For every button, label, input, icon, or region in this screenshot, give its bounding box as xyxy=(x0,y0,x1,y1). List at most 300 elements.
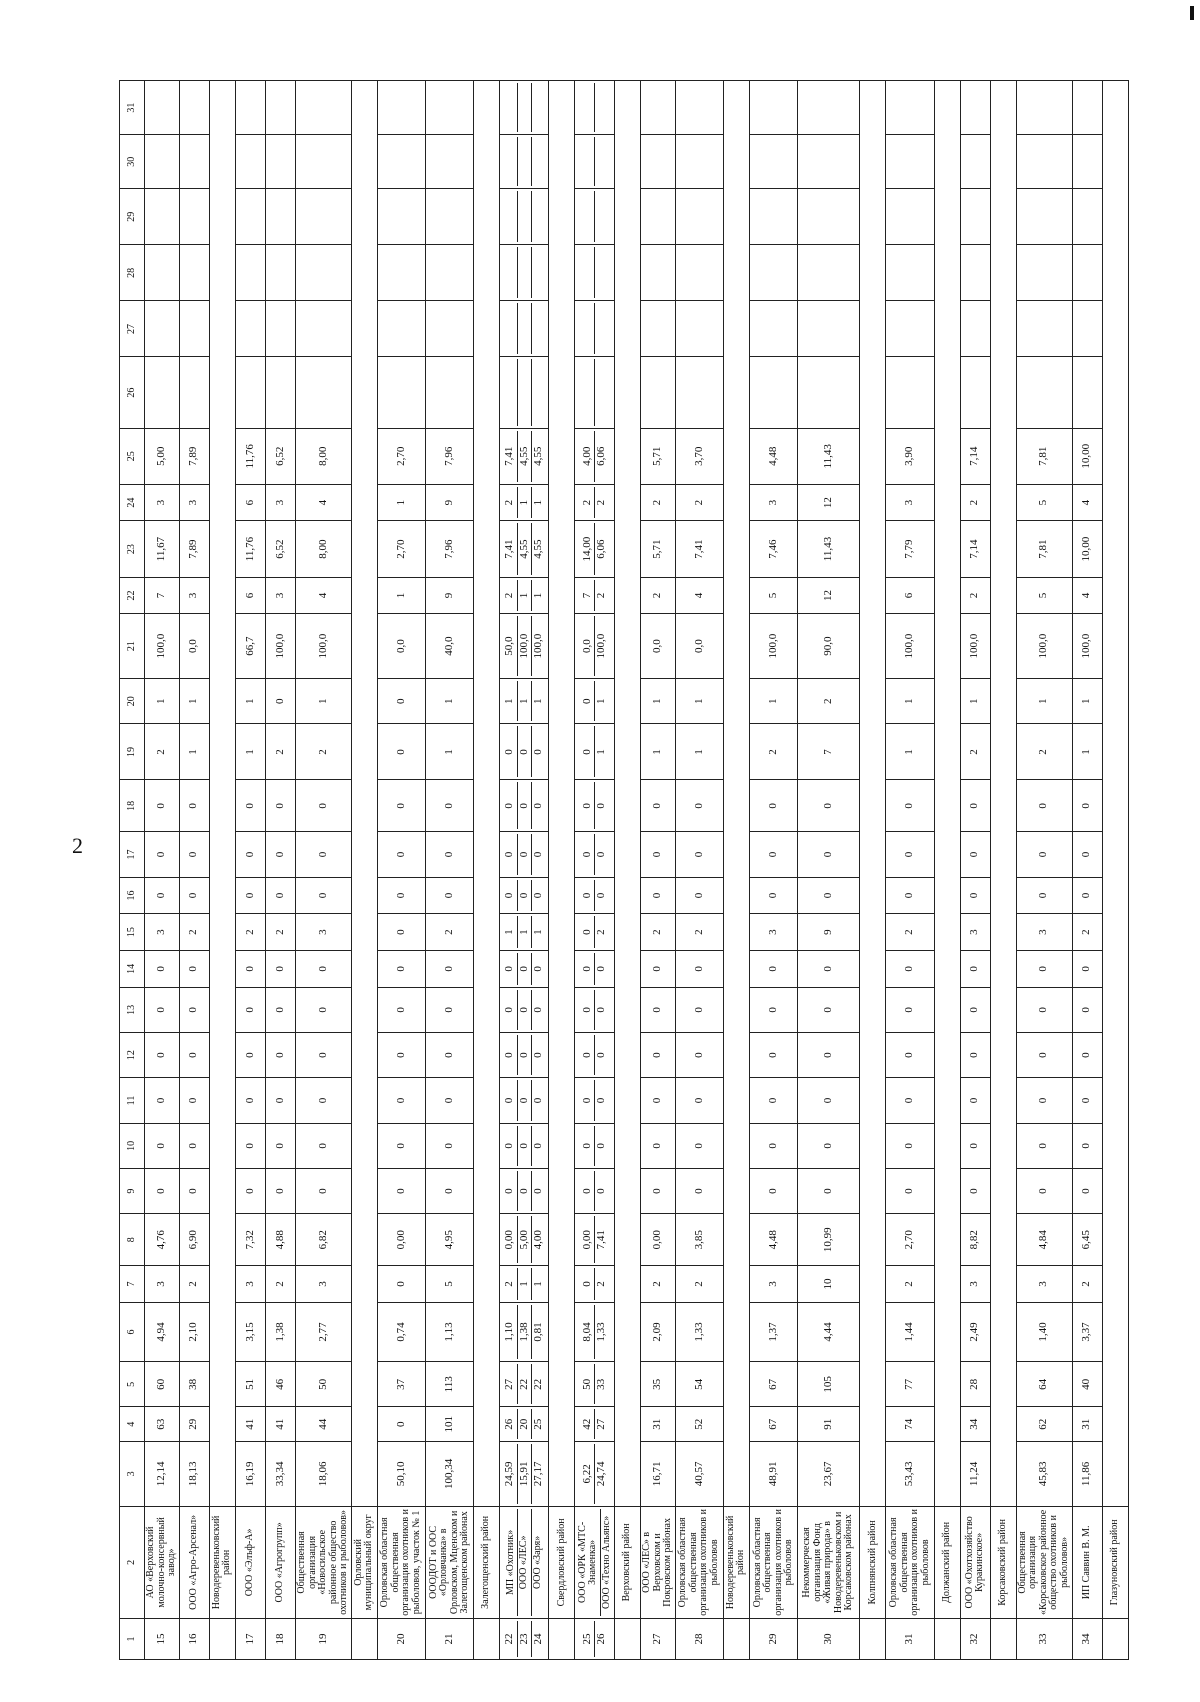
stacked-value: 0 xyxy=(532,1007,545,1013)
value-cell: 2 xyxy=(749,724,797,780)
value-cell xyxy=(425,301,473,357)
value-cell: 10,00 xyxy=(1072,428,1102,484)
value-cell xyxy=(296,301,352,357)
value-cell: 3 xyxy=(1016,914,1072,951)
value-cell: 46 xyxy=(265,1362,295,1407)
organization-name-cell: Общественная организация «Новосильское районное общество охотников и рыболовов» xyxy=(296,1506,352,1618)
column-number-cell: 7 xyxy=(120,1266,145,1303)
value-cell: 0 xyxy=(749,832,797,877)
stacked-value xyxy=(581,247,596,298)
district-name-cell: Должанский район xyxy=(934,1506,960,1618)
value-cell: 0 xyxy=(675,780,723,832)
value-cell: 40 xyxy=(1072,1362,1102,1407)
value-cell: 0 xyxy=(296,832,352,877)
value-cell: 1 xyxy=(425,724,473,780)
value-cell: 0 xyxy=(296,1168,352,1213)
value-cell xyxy=(235,135,265,189)
row-number-cell: 20 xyxy=(377,1619,425,1660)
stacked-value: 0 xyxy=(581,953,596,985)
value-cell: 0 xyxy=(265,832,295,877)
value-cell: 18,13 xyxy=(179,1442,209,1507)
row-number-cell xyxy=(860,1619,886,1660)
organization-name-cell: ООО «Элъф-А» xyxy=(235,1506,265,1618)
table-row xyxy=(1072,81,1102,1660)
value-cell xyxy=(575,1033,615,1078)
value-cell xyxy=(500,614,549,679)
stacked-value: 7,41 xyxy=(503,524,518,575)
value-cell xyxy=(500,724,549,780)
value-cell: 0 xyxy=(235,1078,265,1123)
value-cell: 40,0 xyxy=(425,614,473,679)
value-cell xyxy=(179,357,209,428)
value-cell xyxy=(1072,245,1102,301)
value-cell: 1 xyxy=(675,724,723,780)
value-cell xyxy=(575,521,615,577)
value-cell: 0 xyxy=(296,987,352,1032)
row-number-cell: 29 xyxy=(749,1619,797,1660)
stacked-value: 1 xyxy=(532,592,545,599)
value-cell: 0 xyxy=(1016,1168,1072,1213)
stacked-value: 6,06 xyxy=(595,446,608,466)
value-cell xyxy=(500,357,549,428)
value-cell xyxy=(425,357,473,428)
stacked-value: 1,38 xyxy=(518,1305,533,1359)
value-cell: 0 xyxy=(641,780,676,832)
stacked-value: 1,33 xyxy=(595,1322,608,1342)
value-cell: 16,71 xyxy=(641,1442,676,1507)
stacked-value xyxy=(581,191,596,242)
value-cell: 9 xyxy=(425,577,473,614)
district-name-cell: Орловский муниципальный округ xyxy=(351,1506,377,1618)
value-cell: 0 xyxy=(265,877,295,914)
district-empty-cell xyxy=(723,81,749,1507)
row-number-cell: 34 xyxy=(1072,1619,1102,1660)
value-cell xyxy=(500,877,549,914)
value-cell: 11,76 xyxy=(235,428,265,484)
stacked-value xyxy=(595,83,609,132)
stacked-value: 14,00 xyxy=(581,524,596,575)
stacked-value: 0 xyxy=(581,726,596,777)
value-cell: 6,45 xyxy=(1072,1214,1102,1266)
stacked-value: 0 xyxy=(532,1143,545,1149)
row-number-cell: 18 xyxy=(265,1619,295,1660)
value-cell: 2,10 xyxy=(179,1302,209,1361)
table-row xyxy=(179,81,209,1660)
stacked-value: 27 xyxy=(503,1364,518,1404)
value-cell: 1 xyxy=(179,679,209,724)
organization-name-cell: АО «Верховский молочно-консервный завод» xyxy=(145,1506,180,1618)
value-cell xyxy=(179,81,209,135)
value-cell: 67 xyxy=(749,1407,797,1442)
value-cell: 2 xyxy=(960,484,990,521)
value-cell: 0,00 xyxy=(641,1214,676,1266)
stacked-value: 24 xyxy=(532,1633,545,1645)
value-cell xyxy=(575,832,615,877)
value-cell xyxy=(1016,189,1072,245)
value-cell: 0 xyxy=(960,877,990,914)
value-cell: 41 xyxy=(235,1407,265,1442)
value-cell: 1 xyxy=(1016,679,1072,724)
stacked-value: 8,04 xyxy=(581,1305,596,1359)
value-cell: 3 xyxy=(265,484,295,521)
value-cell: 0 xyxy=(296,780,352,832)
value-cell: 100,0 xyxy=(749,614,797,679)
value-cell xyxy=(179,189,209,245)
stacked-value: 0 xyxy=(503,880,518,912)
value-cell: 0 xyxy=(749,1168,797,1213)
value-cell: 0 xyxy=(425,877,473,914)
value-cell: 10,99 xyxy=(798,1214,860,1266)
stacked-value: 7,41 xyxy=(503,431,518,482)
value-cell: 2 xyxy=(675,1266,723,1303)
value-cell: 0,0 xyxy=(675,614,723,679)
value-cell xyxy=(575,245,615,301)
stacked-value: 0 xyxy=(581,1268,596,1300)
value-cell: 1 xyxy=(296,679,352,724)
value-cell: 60 xyxy=(145,1362,180,1407)
row-number-cell xyxy=(549,1619,575,1660)
rotated-table-frame xyxy=(119,80,1129,1660)
value-cell: 0 xyxy=(235,780,265,832)
value-cell xyxy=(296,135,352,189)
column-number-cell: 3 xyxy=(120,1442,145,1507)
value-cell: 1,44 xyxy=(886,1302,934,1361)
value-cell xyxy=(575,679,615,724)
value-cell: 52 xyxy=(675,1407,723,1442)
stacked-value: 0 xyxy=(532,892,545,899)
value-cell: 3,70 xyxy=(675,428,723,484)
organization-name-cell: ООО «Агро-Арсенал» xyxy=(179,1506,209,1618)
value-cell xyxy=(641,357,676,428)
value-cell: 1,13 xyxy=(425,1302,473,1361)
value-cell: 33,34 xyxy=(265,1442,295,1507)
value-cell: 9 xyxy=(798,914,860,951)
stacked-value xyxy=(581,137,596,186)
grouped-table-row xyxy=(575,81,615,1660)
value-cell: 0 xyxy=(377,1168,425,1213)
stacked-value: 0 xyxy=(503,990,518,1030)
value-cell: 2 xyxy=(265,724,295,780)
page-number: 2 xyxy=(72,833,83,858)
value-cell: 2 xyxy=(960,577,990,614)
value-cell: 1 xyxy=(145,679,180,724)
district-row xyxy=(549,81,575,1660)
value-cell: 29 xyxy=(179,1407,209,1442)
value-cell xyxy=(500,1362,549,1407)
stacked-value: 1,10 xyxy=(503,1305,518,1359)
column-number-cell: 21 xyxy=(120,614,145,679)
value-cell xyxy=(145,301,180,357)
value-cell xyxy=(500,1168,549,1213)
value-cell xyxy=(1072,81,1102,135)
stacked-value: 50,0 xyxy=(503,616,518,676)
value-cell: 0 xyxy=(265,679,295,724)
value-cell xyxy=(960,245,990,301)
value-cell: 0 xyxy=(265,1033,295,1078)
value-cell xyxy=(960,135,990,189)
value-cell: 4,48 xyxy=(749,1214,797,1266)
value-cell: 3 xyxy=(749,914,797,951)
value-cell: 3 xyxy=(145,914,180,951)
value-cell: 0 xyxy=(377,987,425,1032)
value-cell xyxy=(145,135,180,189)
value-cell: 38 xyxy=(179,1362,209,1407)
row-number-cell: 16 xyxy=(179,1619,209,1660)
stacked-value: 0 xyxy=(595,1007,608,1013)
stacked-value: 1 xyxy=(532,698,545,704)
value-cell: 1 xyxy=(675,679,723,724)
row-number-cell xyxy=(615,1619,641,1660)
value-cell xyxy=(235,301,265,357)
stacked-value xyxy=(532,247,546,298)
stacked-value: 33 xyxy=(595,1378,608,1390)
value-cell xyxy=(265,245,295,301)
stacked-value: 6,22 xyxy=(581,1444,596,1504)
value-cell: 2 xyxy=(425,914,473,951)
column-number-cell: 9 xyxy=(120,1168,145,1213)
stacked-value: 0 xyxy=(532,803,545,809)
value-cell xyxy=(798,81,860,135)
value-cell: 0 xyxy=(675,950,723,987)
table-row xyxy=(641,81,676,1660)
value-cell xyxy=(235,245,265,301)
value-cell: 2 xyxy=(296,724,352,780)
value-cell: 0 xyxy=(377,724,425,780)
value-cell: 6,52 xyxy=(265,428,295,484)
value-cell: 0 xyxy=(1072,780,1102,832)
organization-name-cell: ОООДОТ и ООС «Орловчанка» в Орловском, Мценском и Залегощенском районах xyxy=(425,1506,473,1618)
corner-mark xyxy=(1190,6,1194,20)
stacked-value: 0 xyxy=(581,1126,596,1166)
stacked-value: 20 xyxy=(518,1409,533,1439)
district-empty-cell xyxy=(990,81,1016,1507)
value-cell: 2,49 xyxy=(960,1302,990,1361)
value-cell xyxy=(575,1214,615,1266)
value-cell xyxy=(641,301,676,357)
value-cell: 44 xyxy=(296,1407,352,1442)
stacked-value: 2 xyxy=(595,499,608,506)
value-cell xyxy=(749,189,797,245)
column-number-cell: 15 xyxy=(120,914,145,951)
value-cell xyxy=(179,135,209,189)
stacked-value: 1 xyxy=(518,681,533,721)
value-cell: 7,81 xyxy=(1016,428,1072,484)
value-cell: 0 xyxy=(960,987,990,1032)
value-cell xyxy=(798,135,860,189)
stacked-value: 0,00 xyxy=(503,1216,518,1263)
value-cell: 0,74 xyxy=(377,1302,425,1361)
value-cell: 0 xyxy=(296,1078,352,1123)
value-cell: 1 xyxy=(960,679,990,724)
value-cell: 3 xyxy=(145,484,180,521)
stacked-value: 4,00 xyxy=(581,431,596,482)
district-row xyxy=(860,81,886,1660)
district-row xyxy=(1102,81,1128,1660)
district-name-cell: Верховский район xyxy=(615,1506,641,1618)
value-cell: 6,52 xyxy=(265,521,295,577)
value-cell: 63 xyxy=(145,1407,180,1442)
value-cell: 5 xyxy=(1016,577,1072,614)
stacked-value: ООО «ЛЕС» xyxy=(518,1509,532,1616)
value-cell: 0 xyxy=(145,1078,180,1123)
stacked-value: 2 xyxy=(595,592,608,599)
district-name-cell: Колпнянский район xyxy=(860,1506,886,1618)
value-cell: 2 xyxy=(1072,1266,1102,1303)
stacked-value: 27,17 xyxy=(532,1461,545,1487)
value-cell xyxy=(500,81,549,135)
value-cell xyxy=(641,135,676,189)
value-cell: 28 xyxy=(960,1362,990,1407)
value-cell xyxy=(500,1442,549,1507)
value-cell: 100,0 xyxy=(1016,614,1072,679)
column-number-cell: 31 xyxy=(120,81,145,135)
stacked-value xyxy=(518,137,533,186)
value-cell xyxy=(500,950,549,987)
stacked-value: 15,91 xyxy=(518,1444,533,1504)
column-number-cell: 19 xyxy=(120,724,145,780)
table-row xyxy=(960,81,990,1660)
organization-name-cell xyxy=(575,1506,615,1618)
value-cell: 0 xyxy=(886,1078,934,1123)
value-cell: 7,46 xyxy=(749,521,797,577)
value-cell xyxy=(749,135,797,189)
stacked-value: 6,06 xyxy=(595,539,608,559)
row-number-cell xyxy=(351,1619,377,1660)
column-number-cell: 6 xyxy=(120,1302,145,1361)
column-number-cell: 14 xyxy=(120,950,145,987)
value-cell: 4,76 xyxy=(145,1214,180,1266)
value-cell xyxy=(575,484,615,521)
value-cell: 7 xyxy=(798,724,860,780)
value-cell: 0 xyxy=(179,950,209,987)
hunting-grounds-table xyxy=(119,80,1129,1660)
value-cell: 0 xyxy=(886,987,934,1032)
value-cell xyxy=(675,301,723,357)
row-number-cell xyxy=(500,1619,549,1660)
value-cell: 2 xyxy=(675,484,723,521)
row-number-cell xyxy=(575,1619,615,1660)
value-cell: 0 xyxy=(425,950,473,987)
value-cell: 0 xyxy=(425,987,473,1032)
value-cell xyxy=(575,1362,615,1407)
stacked-value: 25 xyxy=(532,1418,545,1430)
value-cell: 0 xyxy=(377,1123,425,1168)
value-cell xyxy=(235,189,265,245)
value-cell xyxy=(500,189,549,245)
value-cell: 6 xyxy=(886,577,934,614)
value-cell: 67 xyxy=(749,1362,797,1407)
value-cell: 0 xyxy=(641,1168,676,1213)
value-cell: 1,33 xyxy=(675,1302,723,1361)
value-cell: 0 xyxy=(377,1033,425,1078)
value-cell: 0 xyxy=(675,1033,723,1078)
value-cell: 1 xyxy=(179,724,209,780)
stacked-value: 0,00 xyxy=(581,1216,596,1263)
value-cell: 90,0 xyxy=(798,614,860,679)
stacked-value: 0 xyxy=(581,880,596,912)
value-cell: 0 xyxy=(145,950,180,987)
stacked-value: 100,0 xyxy=(595,633,608,659)
stacked-value: ООО «Заря» xyxy=(531,1535,543,1589)
value-cell: 2,09 xyxy=(641,1302,676,1361)
value-cell: 2,70 xyxy=(377,428,425,484)
value-cell xyxy=(265,135,295,189)
district-row xyxy=(209,81,235,1660)
value-cell: 101 xyxy=(425,1407,473,1442)
value-cell: 0 xyxy=(886,950,934,987)
value-cell: 0 xyxy=(886,780,934,832)
value-cell: 4,94 xyxy=(145,1302,180,1361)
stacked-value xyxy=(503,303,518,354)
value-cell: 105 xyxy=(798,1362,860,1407)
value-cell: 0,0 xyxy=(377,614,425,679)
stacked-value: 0 xyxy=(503,834,518,874)
stacked-value: 23 xyxy=(518,1621,533,1657)
value-cell xyxy=(179,245,209,301)
value-cell: 2 xyxy=(960,724,990,780)
value-cell: 0 xyxy=(960,1033,990,1078)
value-cell xyxy=(145,245,180,301)
value-cell: 2 xyxy=(265,914,295,951)
organization-name-cell: Орловская областная общественная организация охотников и рыболовов xyxy=(675,1506,723,1618)
value-cell: 0 xyxy=(1072,832,1102,877)
column-number-cell: 24 xyxy=(120,484,145,521)
stacked-value: 25 xyxy=(581,1621,596,1657)
stacked-value xyxy=(503,137,518,186)
stacked-value xyxy=(581,359,596,425)
value-cell: 7,89 xyxy=(179,521,209,577)
column-number-cell: 4 xyxy=(120,1407,145,1442)
row-number-cell: 31 xyxy=(886,1619,934,1660)
value-cell: 6 xyxy=(235,577,265,614)
value-cell: 0 xyxy=(1016,780,1072,832)
value-cell: 3 xyxy=(960,1266,990,1303)
value-cell xyxy=(749,301,797,357)
value-cell xyxy=(575,189,615,245)
value-cell: 0 xyxy=(145,1123,180,1168)
stacked-value: 0 xyxy=(503,726,518,777)
row-number-cell: 19 xyxy=(296,1619,352,1660)
stacked-value xyxy=(595,191,609,242)
value-cell xyxy=(296,189,352,245)
value-cell: 1 xyxy=(235,724,265,780)
value-cell: 11,67 xyxy=(145,521,180,577)
value-cell: 3 xyxy=(749,1266,797,1303)
value-cell: 100,0 xyxy=(145,614,180,679)
value-cell xyxy=(377,135,425,189)
value-cell: 31 xyxy=(1072,1407,1102,1442)
stacked-value xyxy=(595,359,609,425)
stacked-value: 0 xyxy=(518,834,533,874)
district-row xyxy=(474,81,500,1660)
value-cell: 0 xyxy=(749,1123,797,1168)
stacked-value xyxy=(518,83,533,132)
value-cell: 4 xyxy=(1072,484,1102,521)
value-cell xyxy=(500,679,549,724)
value-cell: 100,0 xyxy=(960,614,990,679)
value-cell: 7,89 xyxy=(179,428,209,484)
value-cell: 34 xyxy=(960,1407,990,1442)
value-cell xyxy=(575,428,615,484)
value-cell: 23,67 xyxy=(798,1442,860,1507)
value-cell: 2 xyxy=(798,679,860,724)
value-cell: 48,91 xyxy=(749,1442,797,1507)
stacked-value: 4,55 xyxy=(532,446,545,466)
column-number-cell: 11 xyxy=(120,1078,145,1123)
value-cell xyxy=(675,81,723,135)
value-cell: 6,82 xyxy=(296,1214,352,1266)
value-cell xyxy=(886,81,934,135)
